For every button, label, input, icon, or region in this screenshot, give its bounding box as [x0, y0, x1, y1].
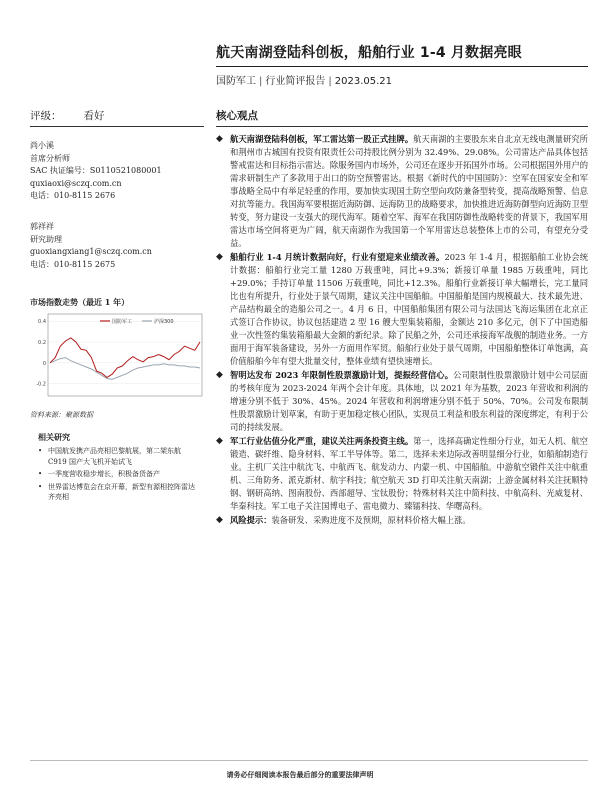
analyst-card-2	[30, 221, 152, 271]
viewpoint-paragraph	[216, 133, 588, 250]
y-tick-label: 0.4	[38, 319, 46, 326]
core-viewpoint-body	[216, 133, 588, 528]
legend-label-series1: 国防军工	[112, 319, 133, 325]
rating-value: 看好	[83, 110, 105, 122]
bullet-icon: ◆	[216, 252, 223, 262]
y-tick-label: 0.2	[38, 340, 46, 346]
paragraph-text: 2023 年 1-4 月，根据船舶工业协会统计数据：船舶行业完工量 1280 万载重吨，同比+9.3%；新接订单量 1985 万载重吨，同比+29.0%；手持订单量 11506 万载重吨，同比+12.3%。船舶行业新接订单大幅增长，完工量同比也有所提升，行业处于景气周期，建议关注中国船舶。中国船舶是国内规模最大、技术最先进、产品结构最全的造船公司之一。4 月 6 日，中国船舶集团有限公司与法国达飞海运集团在北京正式签订合作协议，协议包括建造 2 型 16 艘大型集装箱船，金额达 210 多亿元，创下了中国造船业一次性签约集装箱船最大金额的新纪录。除了民船之外，公司还承接海军战舰的制造业务。一方面用于海军装备建设，另外一方面用作军贸。船舶行业处于景气周期，中国船舶整体订单饱满，高价值船舶今年有望大批量交付，整体业绩有望快速增长。	[230, 252, 588, 366]
viewpoint-paragraph	[216, 435, 588, 513]
paragraph-lead: 军工行业估值分化严重，建议关注两条投资主线。	[230, 436, 414, 446]
core-viewpoint-title: 核心观点	[216, 110, 258, 122]
related-item[interactable]: • 中国航发携产品亮相巴黎航展，第二架东航 C919 国产大飞机开始试飞	[38, 446, 200, 467]
analyst-email[interactable]: guoxiangxiang1@sczq.com.cn	[30, 247, 152, 256]
bullet-icon: ◆	[216, 436, 223, 446]
viewpoint-paragraph	[216, 369, 588, 434]
analyst-email[interactable]: quxiaoxi@sczq.com.cn	[30, 178, 122, 188]
industry-label: 国防军工	[216, 76, 256, 87]
analyst-name: 郭祥祥	[30, 222, 54, 231]
related-item[interactable]: • 世界雷达博览会在京开幕，新型有源相控阵雷达齐亮相	[38, 482, 200, 503]
legend-label-series2: 沪深300	[154, 319, 174, 325]
paragraph-lead: 风险提示：	[230, 515, 272, 525]
related-research-title: 相关研究	[38, 432, 70, 442]
paragraph-lead: 智明达发布 2023 年限制性股票激励计划，提振经营信心。	[230, 370, 454, 380]
paragraph-lead: 航天南湖登陆科创板，军工雷达第一股正式挂牌。	[230, 134, 414, 144]
bullet-icon: ◆	[216, 134, 223, 144]
report-title: 航天南湖登陆科创板，船舶行业 1-4 月数据亮眼	[216, 45, 522, 61]
report-type-label: 行业简评报告	[265, 76, 326, 87]
analyst-card-1	[30, 140, 162, 203]
y-tick-label: -0.2	[36, 381, 46, 388]
related-research-list	[38, 446, 200, 505]
legal-footer: 请务必仔细阅读本报告最后部分的重要法律声明	[226, 770, 374, 779]
report-subtitle: 国防军工 | 行业简评报告 | 2023.05.21	[216, 76, 393, 87]
bullet-icon: ◆	[216, 515, 223, 525]
paragraph-text: 第一，选择高确定性细分行业，如无人机、航空锻造、碳纤维、隐身材料、军工半导体等。第二，选择未来边际改善明显细分行业，如船舶制造行业。主机厂关注中航沈飞、中航西飞、航发动力、内蒙一机、中国船舶。中游航空锻件关注中航重机、三角防务、派克新材、航宇科技；航空航天 3D 打印关注航天南湖；上游金属材料关注抚顺特钢、钢研高纳、图南股份、西部超导、宝钛股份；特殊材料关注中简科技、中航高科、光威复材、华秦科技。军工电子关注国博电子、雷电微力、臻镭科技、华曙高科。	[230, 436, 588, 511]
rating	[30, 108, 105, 123]
related-item[interactable]: • 一季度营收稳步增长，积极备货备产	[38, 469, 200, 480]
right-divider	[216, 126, 588, 127]
footer-divider	[30, 760, 588, 761]
analyst-phone: 电话：010-8115 2676	[30, 191, 116, 200]
viewpoint-paragraph	[216, 514, 588, 527]
paragraph-text: 公司限制性股票激励计划中公司层面的考核年度为 2023-2024 年两个会计年度。具体地，以 2021 年为基数，2023 年营收和利润的增速分别不低于 30%、45%。2024 年营收和利润增速分别不低于 50%、70%。公司发布限制性股票激励计划草案，有助于更加稳定核心团队，实现员工利益和股东利益的深度绑定，有利于公司的持续发展。	[230, 370, 588, 432]
series-line-defense	[50, 338, 200, 378]
analyst-phone: 电话：010-8115 2675	[30, 259, 116, 269]
paragraph-text: 航天南湖的主要股东来自北京无线电测量研究所和荆州市古城国有投资有限责任公司持股比例分别为 32.49%、29.08%。公司雷达产品具体包括警戒雷达和目标指示雷达。除服务国内市场外，公司还在逐步开拓国外市场。公司根据国外用户的需求研制生产了多款用于出口的防空预警雷达。根据《新时代的中国国防》：空军在国家安全和军事战略全局中有举足轻重的作用，要加快实现国土防空型向攻防兼备型转变，提高战略预警、信息对抗等能力。我国海军要根据近海防御、远海防卫的战略要求，加快推进近海防御型向近海防卫型转变，努力建设一支强大的现代海军。随着空军、海军在我国防御性战略转变的背景下，我国军用雷达市场空间将更为广阔，航天南湖作为我国第一个军用雷达总装整体上市的公司，有望充分受益。	[230, 134, 588, 248]
chart-source: 资料来源：聚源数据	[30, 411, 93, 419]
bullet-icon: ◆	[216, 370, 223, 380]
analyst-role: 研究助理	[30, 234, 62, 244]
left-divider	[30, 126, 204, 127]
analyst-name: 尚小溪	[30, 141, 54, 150]
viewpoint-paragraph	[216, 251, 588, 368]
chart-title: 市场指数走势（最近 1 年）	[30, 297, 130, 307]
paragraph-text: 装备研发、采购进度不及预期，原材料价格大幅上涨。	[271, 515, 471, 525]
report-date: 2023.05.21	[334, 76, 393, 87]
series-line-csi300	[50, 358, 200, 380]
analyst-license: SAC 执证编号：S0110521080001	[30, 166, 162, 175]
rating-label: 评级：	[30, 110, 62, 122]
chart-svg	[30, 310, 205, 410]
header-divider	[216, 66, 588, 67]
y-tick-label: 0	[42, 360, 46, 367]
paragraph-lead: 船舶行业 1-4 月统计数据向好，行业有望迎来业绩改善。	[230, 252, 445, 262]
market-index-chart	[30, 310, 205, 410]
analyst-role: 首席分析师	[30, 153, 70, 163]
